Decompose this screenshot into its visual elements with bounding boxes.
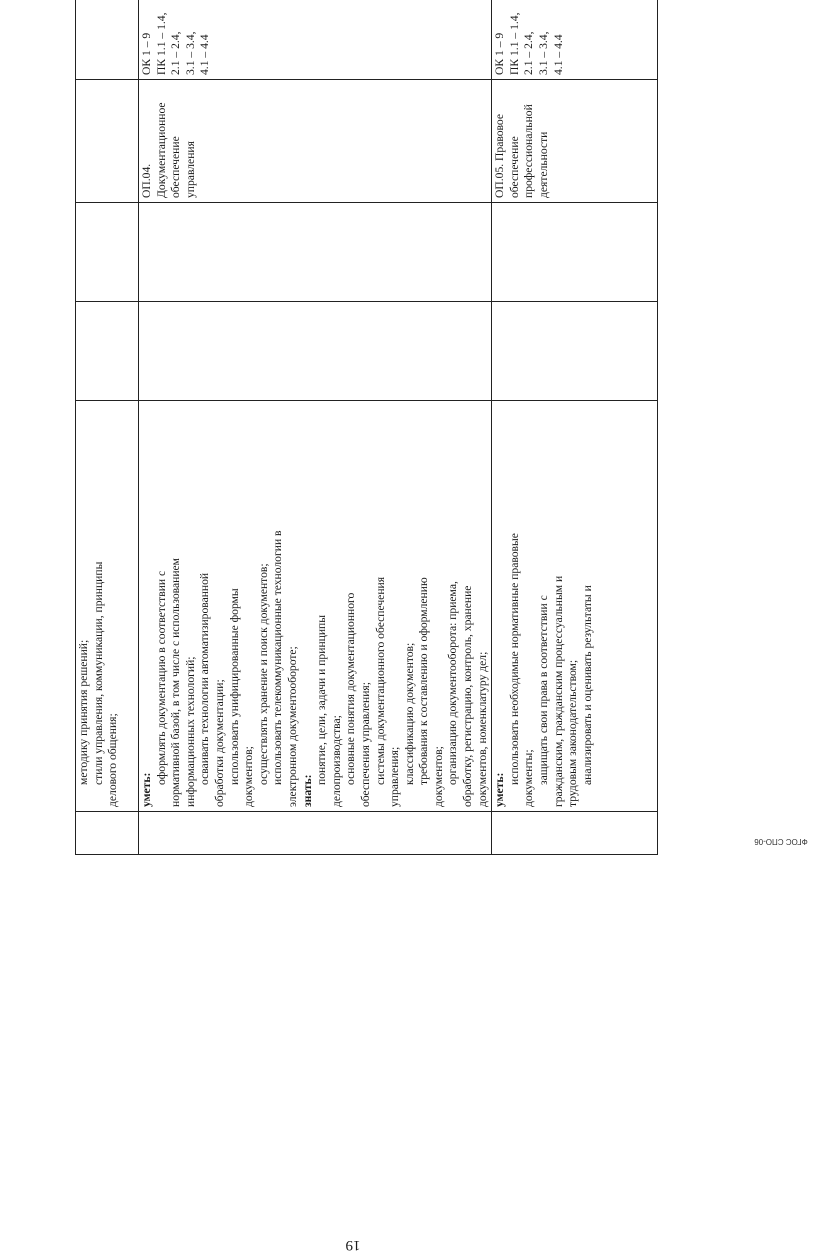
content-line: системы документационного обеспечения: [373, 576, 387, 785]
content-cell: [492, 401, 658, 812]
table-row: [76, 0, 139, 855]
section-label: уметь:: [493, 772, 507, 807]
discipline-cell: [76, 80, 139, 203]
index-cell: [76, 812, 139, 855]
content-line: документы;: [522, 749, 536, 807]
hours-max-cell: [139, 302, 492, 401]
competency-code: ПК 1.1 – 1.4,: [154, 12, 168, 75]
section-label: знать:: [300, 774, 314, 807]
hours-class-cell: [492, 203, 658, 302]
content-line: осуществлять хранение и поиск документов;: [256, 563, 270, 785]
competency-code: ОК 1 – 9: [140, 32, 153, 75]
content-line: основные понятия документационного: [344, 592, 358, 785]
content-line: нормативной базой, в том числе с использованием: [169, 557, 183, 807]
page-number: 19: [345, 1237, 361, 1253]
content-line: использовать необходимые нормативные правовые: [507, 533, 521, 785]
content-cell: [139, 401, 492, 812]
content-line: использовать телекоммуникационные технологии в: [271, 530, 285, 785]
index-cell: [492, 812, 658, 855]
content-line: анализировать и оценивать результаты и: [580, 585, 594, 785]
document-page: [75, 12, 808, 1253]
competencies-cell: [139, 0, 492, 80]
content-line: гражданским, гражданским процессуальным и: [551, 575, 565, 807]
content-line: делопроизводства;: [329, 715, 343, 807]
content-line: обеспечения управления;: [358, 682, 372, 807]
content-line: документов, номенклатуру дел;: [475, 651, 489, 807]
table-row: [139, 0, 492, 855]
content-line: управления;: [388, 746, 402, 807]
competency-code: 3.1 – 3.4,: [183, 31, 197, 75]
content-line: классификацию документов;: [402, 642, 416, 785]
content-line: защищать свои права в соответствии с: [537, 595, 551, 785]
content-line: делового общения;: [106, 713, 120, 807]
content-line: осваивать технологии автоматизированной: [198, 572, 212, 785]
competencies-cell: [492, 0, 658, 80]
competency-code: 4.1 – 4.4: [551, 34, 565, 75]
content-line: стили управления, коммуникации, принципы: [91, 561, 105, 785]
discipline-cell: ОП.05. Правовое обеспечение профессиональной деятельности: [492, 80, 658, 203]
competency-code: 4.1 – 4.4: [198, 34, 212, 75]
content-line: методику принятия решений;: [77, 639, 90, 785]
content-line: оформлять документацию в соответствии с: [154, 570, 168, 785]
content-line: требования к составлению и оформлению: [417, 577, 431, 785]
content-line: трудовым законодательством;: [566, 659, 580, 807]
content-line: документов;: [242, 746, 256, 807]
content-line: информационных технологий;: [183, 656, 197, 807]
table-row: [492, 0, 658, 855]
content-line: документов;: [431, 746, 445, 807]
section-label: уметь:: [140, 772, 153, 807]
footer-label: ФГОС СПО-06: [754, 837, 808, 846]
competency-code: 2.1 – 2.4,: [169, 31, 183, 75]
hours-max-cell: [76, 302, 139, 401]
competency-code: 2.1 – 2.4,: [522, 31, 536, 75]
content-cell: [76, 401, 139, 812]
hours-max-cell: [492, 302, 658, 401]
hours-class-cell: [76, 203, 139, 302]
competency-code: ОК 1 – 9: [493, 32, 507, 75]
discipline-cell: ОП.04. Документационное обеспечение управления: [139, 80, 492, 203]
competencies-cell: [76, 0, 139, 80]
competency-code: ПК 1.1 – 1.4,: [507, 12, 521, 75]
content-line: обработки документации;: [212, 679, 226, 807]
content-line: обработку, регистрацию, контроль, хранение: [461, 585, 475, 807]
competency-code: 3.1 – 3.4,: [537, 31, 551, 75]
index-cell: [139, 812, 492, 855]
content-line: электронном документообороте;: [285, 646, 299, 807]
content-line: организацию документооборота: приема,: [446, 581, 460, 785]
curriculum-table: [75, 0, 658, 855]
content-line: понятие, цели, задачи и принципы: [315, 614, 329, 785]
content-line: использовать унифицированные формы: [227, 588, 241, 785]
hours-class-cell: [139, 203, 492, 302]
